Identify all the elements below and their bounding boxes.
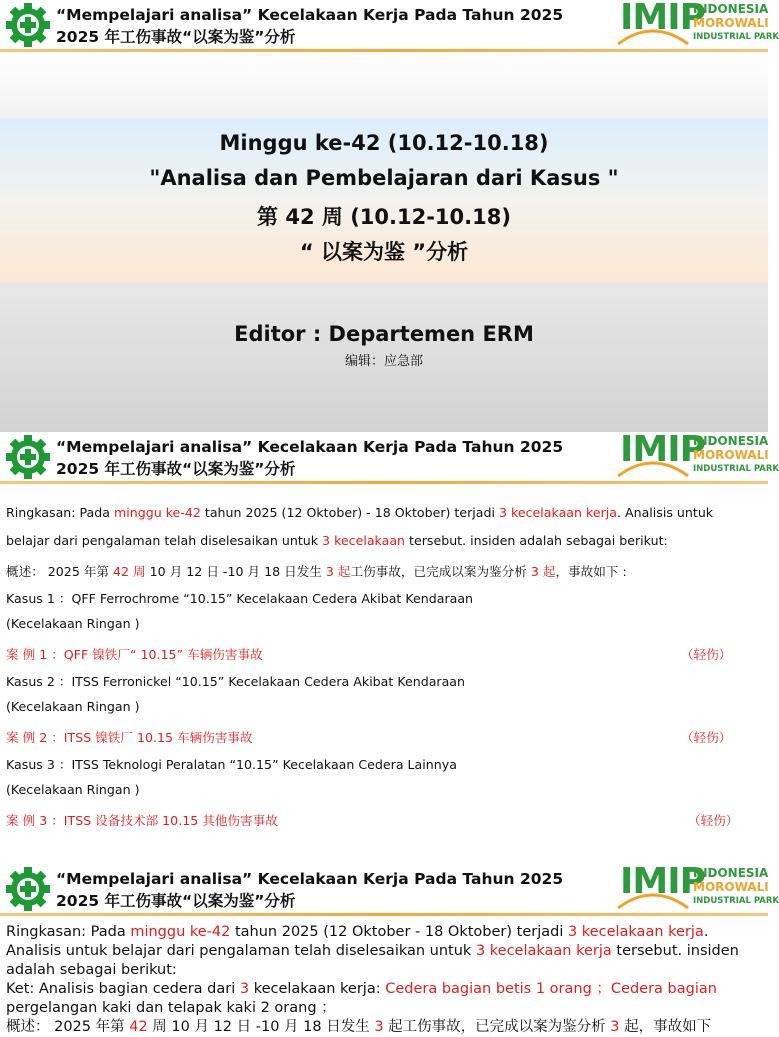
summary2-line-5: pergelangan kaki dan telapak kaki 2 orang ；: [6, 1000, 336, 1016]
slide-header: [0, 861, 779, 916]
safety-gear-icon: [5, 434, 51, 480]
logo-line-1: INDONESIA: [693, 2, 769, 16]
header-title-cn: 2025 年工伤事故“以案为鉴”分析: [56, 28, 296, 46]
case-2-severity: (Kecelakaan Ringan ): [6, 699, 140, 714]
logo-line-3: INDUSTRIAL PARK: [693, 896, 779, 906]
imip-logo: [616, 0, 779, 48]
case-3-title: Kasus 3 ：ITSS Teknologi Peralatan “10.15” Kecelakaan Cedera Lainnya: [6, 757, 457, 772]
cover-subtitle-cn: “ 以案为鉴 ”分析: [299, 240, 469, 264]
header-title-cn: 2025 年工伤事故“以案为鉴”分析: [56, 460, 296, 478]
summary2-line-2: Analisis untuk belajar dari pengalaman telah diselesaikan untuk 3 kecelakaan kerja tersebut. insiden: [6, 943, 739, 959]
cover-week-title: Minggu ke-42 (10.12-10.18): [219, 131, 549, 155]
cover-subtitle: "Analisa dan Pembelajaran dari Kasus ": [149, 166, 619, 190]
summary2-line-4: Ket: Analisis bagian cedera dari 3 kecelakaan kerja: Cedera bagian betis 1 orang ；Cedera bagian: [6, 981, 717, 997]
summary-line-1: Ringkasan: Pada minggu ke-42 tahun 2025 (12 Oktober) - 18 Oktober) terjadi 3 kecelakaan kerja. Analisis untuk: [6, 505, 714, 520]
editor-label: Editor : Departemen ERM: [234, 322, 534, 346]
logo-arc-icon: [616, 24, 690, 46]
logo-line-3: INDUSTRIAL PARK: [693, 32, 779, 42]
safety-gear-icon: [5, 866, 51, 912]
logo-line-2: MOROWALI: [693, 880, 769, 894]
header-divider: [0, 913, 768, 916]
logo-line-1: INDONESIA: [693, 866, 769, 880]
header-title-cn: 2025 年工伤事故“以案为鉴”分析: [56, 892, 296, 910]
editor-label-cn: 编辑：应急部: [344, 354, 423, 369]
header-divider: [0, 481, 768, 484]
case-1-title: Kasus 1 ：QFF Ferrochrome “10.15” Kecelakaan Cedera Akibat Kendaraan: [6, 591, 474, 606]
header-title-id: “Mempelajari analisa” Kecelakaan Kerja Pada Tahun 2025: [56, 870, 564, 888]
logo-line-2: MOROWALI: [693, 448, 769, 462]
case-2-title: Kasus 2 ：ITSS Ferronickel “10.15” Kecelakaan Cedera Akibat Kendaraan: [6, 674, 466, 689]
summary2-line-3: adalah sebagai berikut:: [6, 962, 177, 978]
summary2-line-cn: 概述： 2025 年第 42 周 10 月 12 日 -10 月 18 日发生 3 起工伤事故，已完成以案为鉴分析 3 起，事故如下: [6, 1019, 712, 1035]
case-1-title-cn: 案 例 1 ：QFF 镍铁厂“ 10.15” 车辆伤害事故 （轻伤）: [6, 644, 706, 663]
summary2-line-1: Ringkasan: Pada minggu ke-42 tahun 2025 (12 Oktober - 18 Oktober) terjadi 3 kecelakaan kerja.: [6, 924, 709, 940]
cover-band-top: [0, 52, 768, 118]
logo-arc-icon: [616, 456, 690, 478]
summary-line-cn: 概述： 2025 年第 42 周 10 月 12 日 -10 月 18 日发生 3 起工伤事故，已完成以案为鉴分析 3 起，事故如下 :: [6, 564, 627, 579]
summary-line-2: belajar dari pengalaman telah diselesaikan untuk 3 kecelakaan tersebut. insiden adalah sebagai berikut:: [6, 533, 668, 548]
case-1-severity-cn: （轻伤）: [681, 647, 732, 662]
cover-slide: [0, 0, 779, 432]
slide-header: [0, 0, 779, 52]
injury-summary-slide: [0, 861, 779, 1035]
case-3-title-cn: 案 例 3 ：ITSS 设备技术部 10.15 其他伤害事故 （轻伤）: [6, 810, 716, 829]
logo-line-1: INDONESIA: [693, 434, 769, 448]
case-3-severity-cn: （轻伤）: [688, 813, 739, 828]
logo-arc-icon: [616, 888, 690, 910]
safety-gear-icon: [5, 2, 51, 48]
case-2-title-cn: 案 例 2 ：ITSS 镍铁厂 10.15 车辆伤害事故 （轻伤）: [6, 727, 706, 746]
logo-line-2: MOROWALI: [693, 16, 769, 30]
cover-week-title-cn: 第 42 周 (10.12-10.18): [257, 205, 511, 229]
logo-line-3: INDUSTRIAL PARK: [693, 464, 779, 474]
logo-brand: IMIP: [620, 429, 705, 470]
case-2-severity-cn: （轻伤）: [681, 730, 732, 745]
imip-logo: [616, 861, 779, 912]
case-3-severity: (Kecelakaan Ringan ): [6, 782, 140, 797]
slide-header: [0, 429, 779, 484]
case-1-severity: (Kecelakaan Ringan ): [6, 616, 140, 631]
imip-logo: [616, 429, 779, 480]
header-title-id: “Mempelajari analisa” Kecelakaan Kerja Pada Tahun 2025: [56, 438, 564, 456]
logo-brand: IMIP: [620, 861, 705, 902]
header-title-id: “Mempelajari analisa” Kecelakaan Kerja Pada Tahun 2025: [56, 6, 564, 24]
summary-slide: [0, 429, 779, 864]
logo-brand: IMIP: [620, 0, 705, 38]
